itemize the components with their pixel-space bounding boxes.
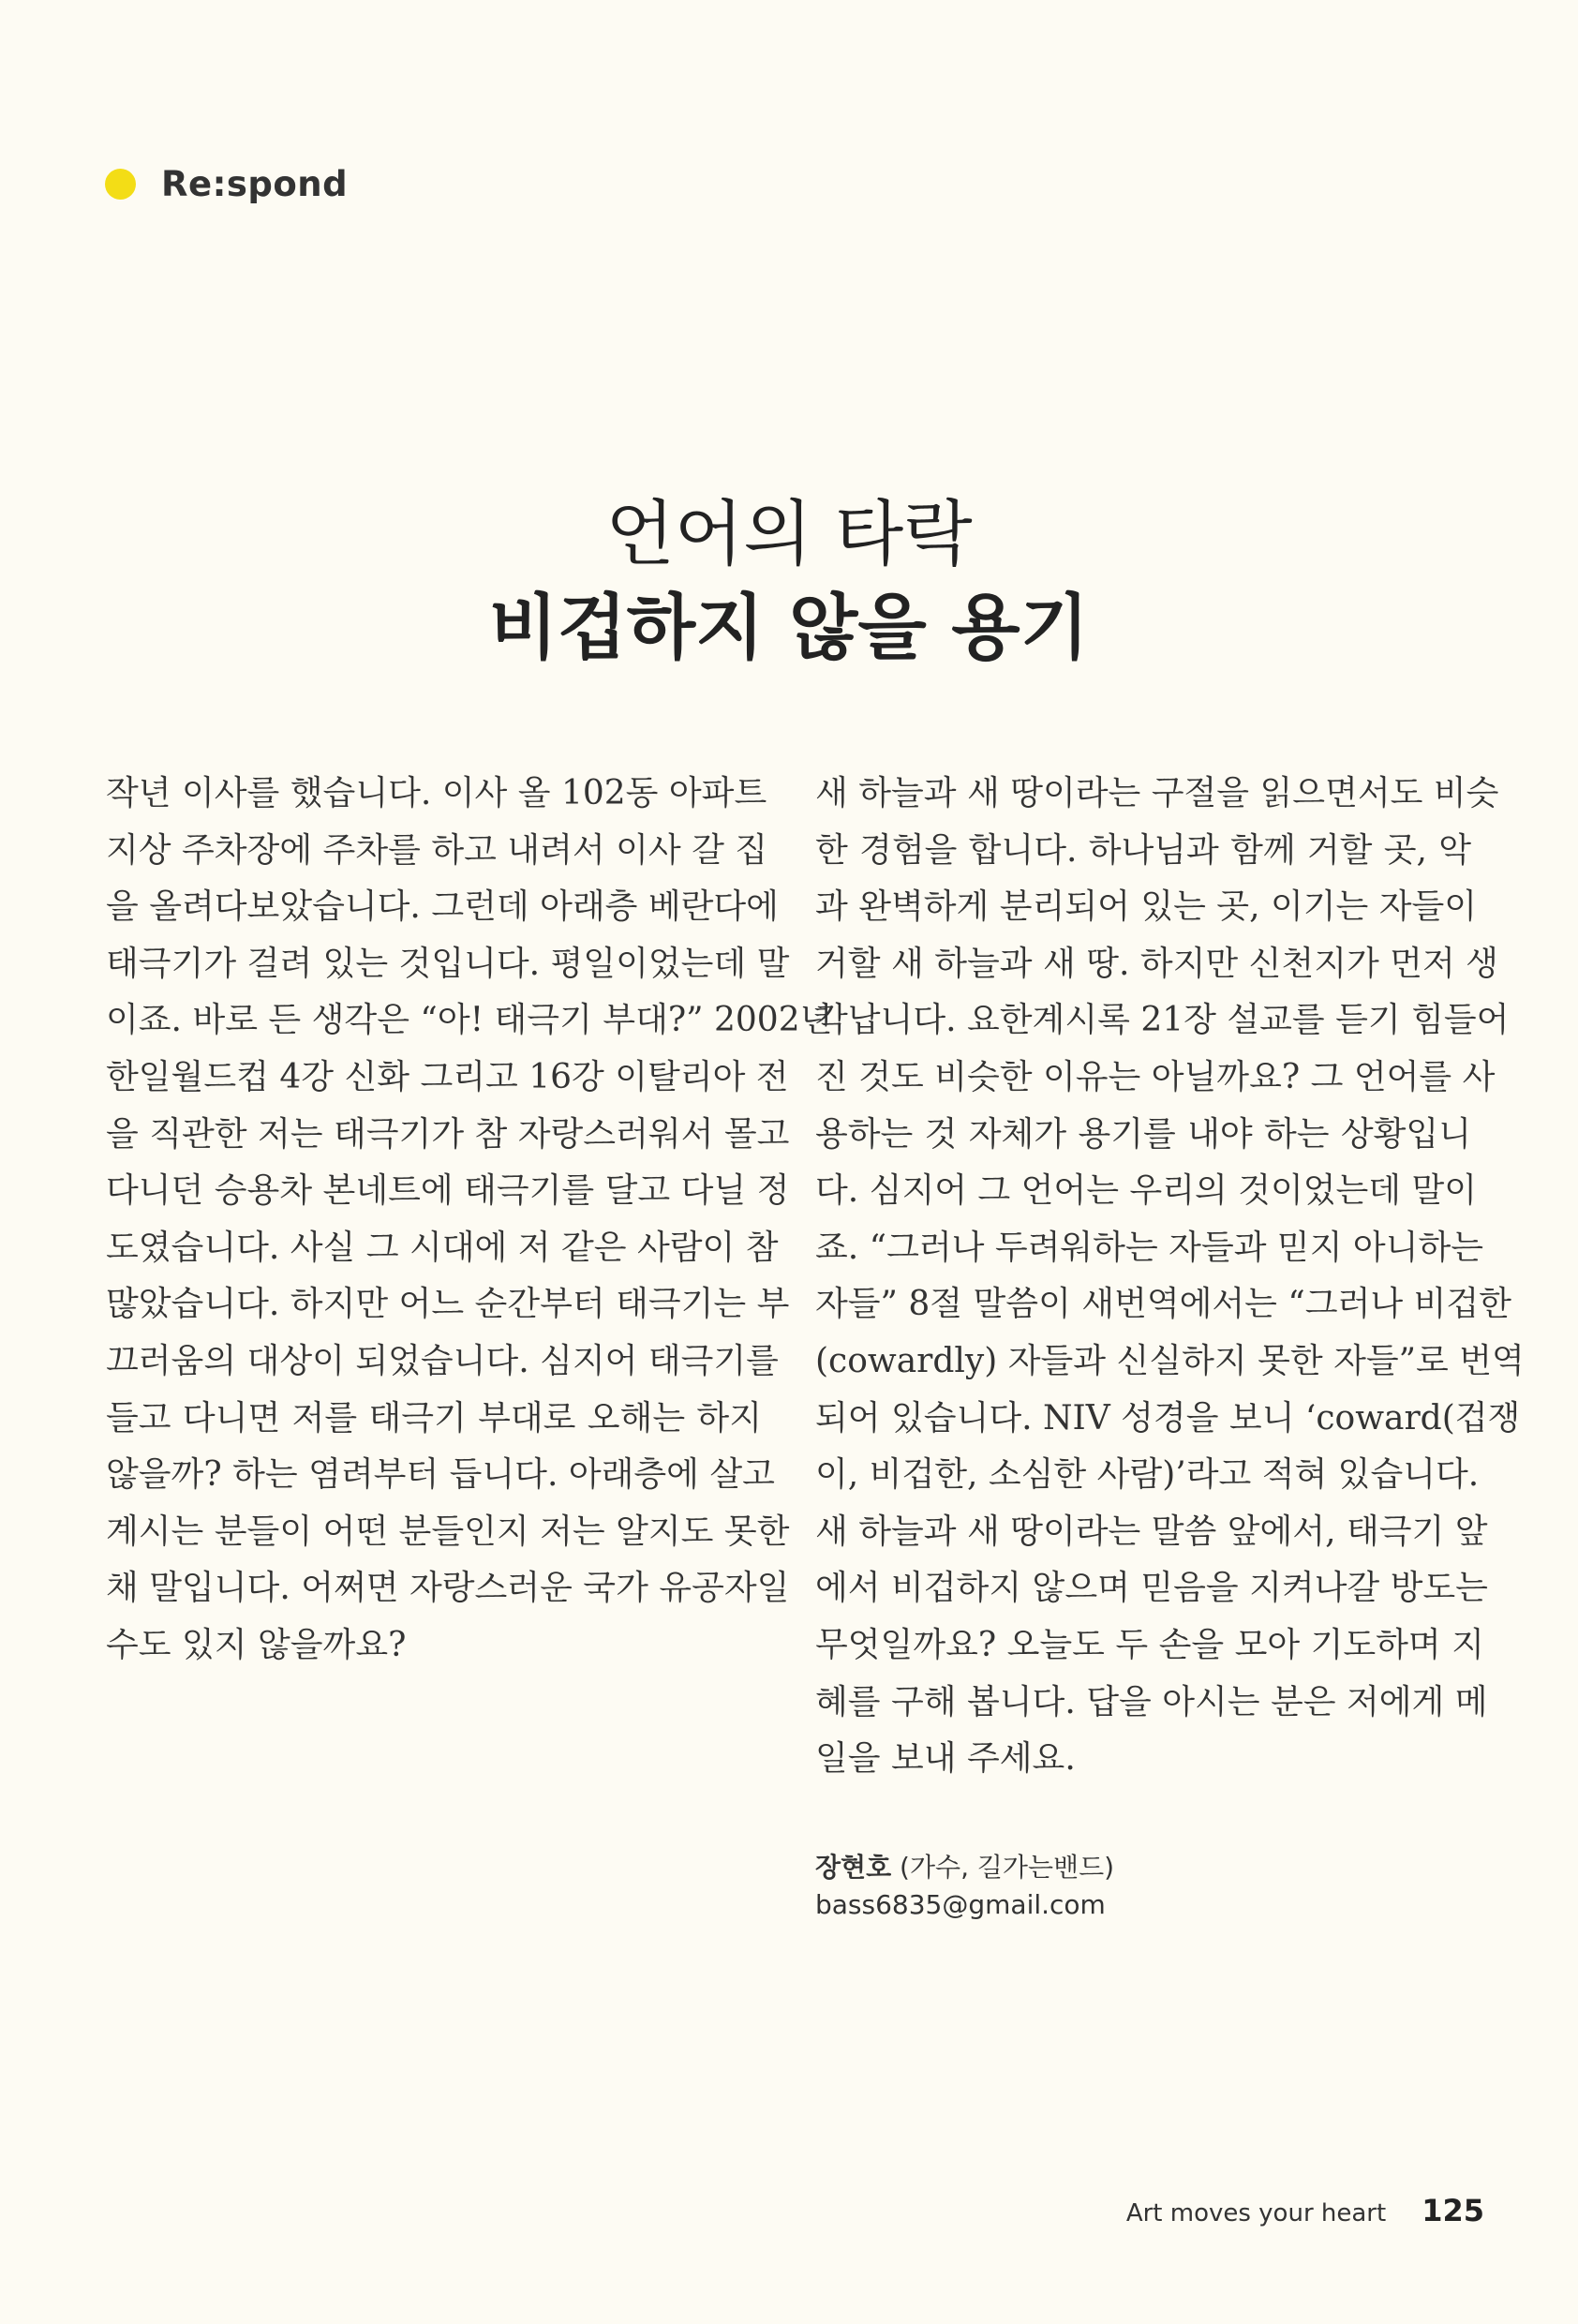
article-line: 과 완벽하게 분리되어 있는 곳, 이기는 자들이 xyxy=(815,887,1478,927)
article-line: 무엇일까요? 오늘도 두 손을 모아 기도하며 지 xyxy=(815,1625,1484,1664)
article-line: 이죠. 바로 든 생각은 “아! 태극기 부대?” 2002년 xyxy=(106,1001,833,1040)
article-line: 지상 주차장에 주차를 하고 내려서 이사 갈 집 xyxy=(106,830,768,870)
article-line: 많았습니다. 하지만 어느 순간부터 태극기는 부 xyxy=(106,1285,790,1324)
article-line: 새 하늘과 새 땅이라는 말씀 앞에서, 태극기 앞 xyxy=(815,1512,1488,1551)
article-column-right xyxy=(815,766,1525,1788)
footer-tagline: Art moves your heart xyxy=(1125,2199,1387,2227)
article-line: 거할 새 하늘과 새 땅. 하지만 신천지가 먼저 생 xyxy=(815,944,1498,983)
author-name: 장현호 xyxy=(815,1852,892,1883)
article-line: 새 하늘과 새 땅이라는 구절을 읽으면서도 비슷 xyxy=(815,774,1499,812)
article-line: 용하는 것 자체가 용기를 내야 하는 상황입니 xyxy=(815,1114,1471,1154)
section-tag xyxy=(105,157,348,210)
article-line: 한일월드컵 4강 신화 그리고 16강 이탈리아 전 xyxy=(106,1057,789,1096)
page-footer xyxy=(1126,2193,1484,2228)
article-line: 을 직관한 저는 태극기가 참 자랑스러워서 몰고 xyxy=(106,1114,790,1154)
author-role: (가수, 길가는밴드) xyxy=(891,1852,1115,1883)
page-number: 125 xyxy=(1422,2193,1484,2228)
article-column-left xyxy=(106,766,833,1675)
article-line: 다. 심지어 그 언어는 우리의 것이었는데 말이 xyxy=(815,1171,1478,1211)
article-line: 채 말입니다. 어쩌면 자랑스러운 국가 유공자일 xyxy=(106,1569,790,1608)
title-line-1: 언어의 타락 xyxy=(605,492,973,575)
article-line: 이, 비겁한, 소심한 사람)’라고 적혀 있습니다. xyxy=(815,1455,1480,1495)
article-line: 을 올려다보았습니다. 그런데 아래층 베란다에 xyxy=(106,887,779,927)
author-email[interactable]: bass6835@gmail.com xyxy=(815,1889,1106,1920)
article-line: 죠. “그러나 두려워하는 자들과 믿지 아니하는 xyxy=(815,1228,1484,1267)
article-line: (cowardly) 자들과 신실하지 못한 자들”로 번역 xyxy=(815,1341,1525,1380)
article-line: 태극기가 걸려 있는 것입니다. 평일이었는데 말 xyxy=(106,944,790,983)
article-line: 들고 다니면 저를 태극기 부대로 오해는 하지 xyxy=(106,1398,762,1438)
article-line: 혜를 구해 봅니다. 답을 아시는 분은 저에게 메 xyxy=(815,1682,1488,1721)
article-line: 계시는 분들이 어떤 분들인지 저는 알지도 못한 xyxy=(106,1512,790,1551)
article-line: 다니던 승용차 본네트에 태극기를 달고 다닐 정 xyxy=(106,1171,790,1211)
section-bullet-icon xyxy=(105,169,136,200)
article-line: 도였습니다. 사실 그 시대에 저 같은 사람이 참 xyxy=(106,1228,779,1267)
article-line: 각납니다. 요한계시록 21장 설교를 듣기 힘들어 xyxy=(815,1001,1510,1040)
article-line: 않을까? 하는 염려부터 듭니다. 아래층에 살고 xyxy=(106,1455,775,1495)
article-title xyxy=(0,487,1578,675)
section-label: Re:spond xyxy=(161,163,349,204)
article-line: 수도 있지 않을까요? xyxy=(106,1625,407,1664)
article-line: 되어 있습니다. NIV 성경을 보니 ‘coward(겁쟁 xyxy=(815,1398,1521,1438)
article-line: 일을 보내 주세요. xyxy=(815,1739,1076,1779)
article-line: 작년 이사를 했습니다. 이사 올 102동 아파트 xyxy=(106,774,767,812)
author-block xyxy=(815,1849,1114,1924)
article-line: 진 것도 비슷한 이유는 아닐까요? 그 언어를 사 xyxy=(815,1057,1496,1096)
title-line-2: 비겁하지 않을 용기 xyxy=(488,586,1090,669)
article-line: 자들” 8절 말씀이 새번역에서는 “그러나 비겁한 xyxy=(815,1285,1511,1324)
article-line: 끄러움의 대상이 되었습니다. 심지어 태극기를 xyxy=(106,1341,779,1380)
article-line: 한 경험을 합니다. 하나님과 함께 거할 곳, 악 xyxy=(815,830,1471,870)
author-line xyxy=(815,1849,1114,1886)
article-line: 에서 비겁하지 않으며 믿음을 지켜나갈 방도는 xyxy=(815,1569,1488,1608)
